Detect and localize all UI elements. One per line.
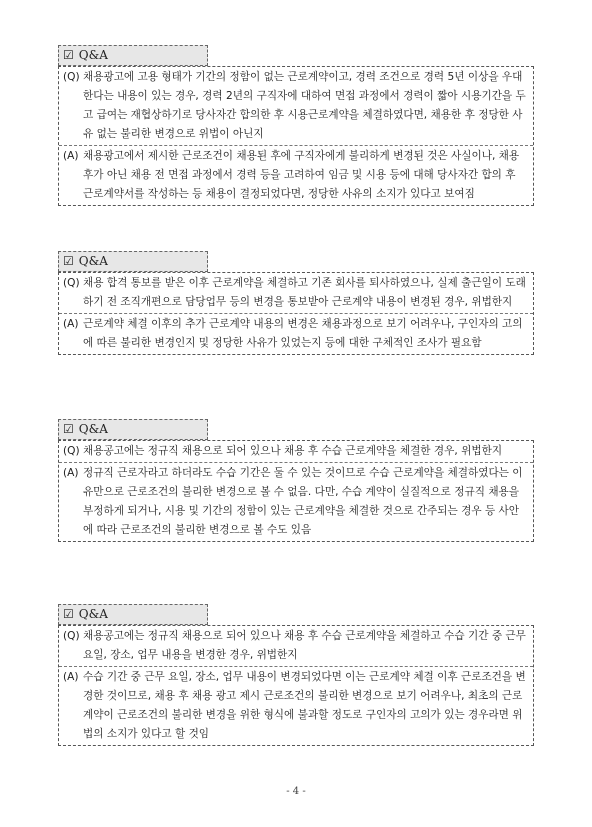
qa-box [58,440,534,542]
question-prefix: (Q) [63,630,80,642]
question [59,441,533,462]
qa-box [58,272,534,355]
answer-prefix: (A) [63,671,79,683]
checkbox-icon: ☑ [63,422,74,436]
question-prefix: (Q) [63,445,80,457]
qa-header: ☑ Q&A [58,251,208,272]
answer-prefix: (A) [63,318,79,330]
answer [59,666,533,745]
answer-text: 정규직 근로자라고 하더라도 수습 기간은 둘 수 있는 것이므로 수습 근로계약을 체결하였다는 이유만으로 근로조건의 불리한 변경으로 볼 수 없음. 다만, 수습 계약이 실질적으로 정규직 채용을 부정하게 되거나, 시용 및 기간의 정함이 있는 근로계약을 체결한 것으로 간주되는 경우 등 사안에 따라 근로조건의 불리한 변경으로 볼 수도 있음 [83,467,523,536]
answer-text: 채용광고에서 제시한 근로조건이 채용된 후에 구직자에게 불리하게 변경된 것은 사실이나, 채용 후가 아닌 채용 전 면접 과정에서 경력 등을 고려하여 임금 및 시용 등에 대해 당사자간 합의 후 근로계약서를 작성하는 등 채용이 결정되었다면, 정당한 사유의 소지가 있다고 보여짐 [83,150,520,200]
question-prefix: (Q) [63,277,80,289]
question [59,273,533,313]
question-text: 채용공고에는 정규직 채용으로 되어 있으나 채용 후 수습 근로계약을 체결하고 수습 기간 중 근무 요일, 장소, 업무 내용을 변경한 경우, 위법한지 [83,630,526,661]
answer [59,145,533,205]
question [59,626,533,666]
checkbox-icon: ☑ [63,48,74,62]
question [59,67,533,145]
answer-text: 근로계약 체결 이후의 추가 근로계약 내용의 변경은 채용과정으로 보기 어려우나, 구인자의 고의에 따른 불리한 변경인지 및 정당한 사유가 있었는지 등에 대한 구체적인 조사가 필요함 [83,318,523,349]
qa-box [58,625,534,746]
page-number: - 4 - [286,786,306,797]
question-text: 채용공고에는 정규직 채용으로 되어 있으나 채용 후 수습 근로계약을 체결한 경우, 위법한지 [83,445,503,457]
question-text: 채용광고에 고용 형태가 기간의 정함이 없는 근로계약이고, 경력 조건으로 경력 5년 이상을 우대한다는 내용이 있는 경우, 경력 2년의 구직자에 대하여 면접 과정에서 경력이 짧아 시용기간을 두고 급여는 재협상하기로 당사자간 합의한 후 시용근로계약을 체결하였다면, 채용한 후 정당한 사유 없는 불리한 변경으로 위법이 아닌지 [83,71,526,140]
answer [59,462,533,541]
qa-header: ☑ Q&A [58,419,208,440]
qa-header: ☑ Q&A [58,45,208,66]
qa-header: ☑ Q&A [58,604,208,625]
question-prefix: (Q) [63,71,80,83]
answer-prefix: (A) [63,150,79,162]
answer [59,313,533,354]
checkbox-icon: ☑ [63,607,74,621]
answer-text: 수습 기간 중 근무 요일, 장소, 업무 내용이 변경되었다면 이는 근로계약 체결 이후 근로조건을 변경한 것이므로, 채용 후 채용 광고 제시 근로조건의 불리한 변경으로 보기 어려우나, 최초의 근로계약이 근로조건의 불리한 변경을 위한 형식에 불과할 정도로 구인자의 고의가 있는 경우라면 위법의 소지가 있다고 할 것임 [83,671,526,740]
qa-box [58,66,534,206]
question-text: 채용 합격 통보를 받은 이후 근로계약을 체결하고 기존 회사를 퇴사하였으나, 실제 출근일이 도래하기 전 조직개편으로 담당업무 등의 변경을 통보받아 근로계약 내용이 변경된 경우, 위법한지 [83,277,526,308]
answer-prefix: (A) [63,467,79,479]
checkbox-icon: ☑ [63,254,74,268]
